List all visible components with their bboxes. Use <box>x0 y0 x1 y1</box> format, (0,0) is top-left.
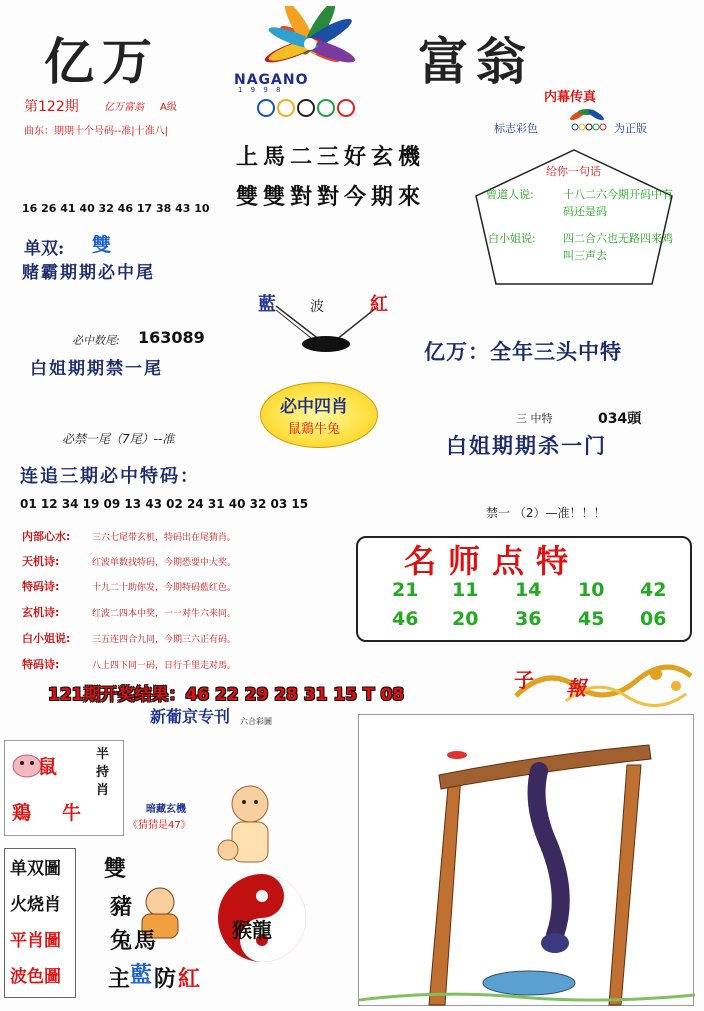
logo-text: NAGANO <box>234 72 309 88</box>
poem-text: 三六七尾带玄机，特码出在尾猜肖。 <box>92 533 237 543</box>
logo-year: 1 9 9 8 <box>238 86 284 94</box>
master-number: 42 <box>640 579 667 601</box>
poem-label: 玄机诗: <box>22 606 60 619</box>
fax-right: 为正版 <box>614 122 647 135</box>
master-number: 10 <box>578 579 605 601</box>
fax-mini-logo-icon <box>562 106 612 132</box>
chase-title: 连追三期必中特码： <box>20 466 200 487</box>
three-head-label: 三 中特 <box>516 412 553 425</box>
zodiac-shu: 鼠 <box>38 756 58 778</box>
annual-text: 亿万：全年三头中特 <box>424 339 622 364</box>
poem-row <box>22 553 236 569</box>
grid-tu-ma: 兔馬 <box>110 928 159 954</box>
couplet-line2: 雙雙對對今期來 <box>236 184 426 210</box>
zodiac-zi: 子 <box>514 668 534 692</box>
ban-door: 禁一 （2）—准！！！ <box>486 506 606 520</box>
poem-label: 内部心水: <box>22 530 71 543</box>
fax-title: 内幕传真 <box>544 90 597 105</box>
zodiac-niu: 牛 <box>62 802 82 824</box>
zeng-label: 曾道人说: <box>486 188 534 201</box>
poem-text: 十九二十助你发，今期特码藍红色。 <box>92 583 237 593</box>
must-tail-label: 必中数尾: <box>72 334 120 347</box>
master-number: 06 <box>640 608 667 630</box>
poem-row <box>22 528 236 544</box>
issue-number: 第122期 <box>24 99 79 115</box>
poem-label: 天机诗: <box>22 555 60 568</box>
grid-label: 波色圖 <box>10 967 61 987</box>
master-title: 名师点特 <box>404 542 581 580</box>
zeng-text: 十八二六今期开码中有码还是码 <box>563 188 673 218</box>
issue-grade: A级 <box>160 102 177 113</box>
cartoon-child-icon <box>210 780 290 874</box>
grid-fang: 防 <box>154 966 177 992</box>
zodiac-report-banner <box>506 656 696 708</box>
poem-label: 白小姐说: <box>22 632 71 645</box>
poem-text: 八上四下同一码，日行千里走对馬。 <box>92 661 237 671</box>
gallows-cartoon-panel <box>358 714 694 1006</box>
master-number: 36 <box>515 608 542 630</box>
couplet-line1: 上馬二三好玄機 <box>236 144 426 170</box>
poem-label: 特码诗: <box>22 658 60 671</box>
wave-red: 紅 <box>370 294 388 315</box>
master-number: 14 <box>515 579 542 601</box>
zodiac-bao: 報 <box>566 676 586 700</box>
master-number: 46 <box>392 608 419 630</box>
poem-text: 红波二四本中奖，一一对牛六来同。 <box>92 609 237 619</box>
jiang-text: 暗藏玄機 <box>146 804 186 815</box>
guess-text: 《猜猜是47》 <box>128 820 191 831</box>
hanging-monkey-icon <box>359 715 695 1007</box>
grid-lan: 藍 <box>130 962 153 988</box>
zodiac-ji: 鶏 <box>12 802 32 824</box>
issue-brand: 亿万富翁 <box>104 102 144 113</box>
three-head-sub: 白姐期期杀一门 <box>446 433 607 458</box>
special-brand: 新葡京专刊 <box>150 707 231 726</box>
issue-note: 曲东：期期十个号码--准|十准八| <box>24 126 168 137</box>
result-banner: 121期开奖结果：46 22 29 28 31 15 T 08 <box>48 685 405 705</box>
chase-numbers: 01 12 34 19 09 13 43 02 24 31 40 32 03 15 <box>20 497 309 511</box>
master-number: 11 <box>452 579 479 601</box>
olympic-rings-icon <box>250 98 370 126</box>
must-tail-value: 163089 <box>138 328 205 347</box>
grid-label: 平肖圖 <box>10 931 61 951</box>
grid-zhu-label: 主 <box>108 966 131 992</box>
fax-left: 标志彩色 <box>494 122 538 135</box>
bai-text: 四二合六也无路四来鸡叫三声去 <box>563 232 673 262</box>
numbers-row1: 16 26 41 40 32 46 17 38 43 10 <box>22 202 210 215</box>
side-text: 半持肖 <box>96 747 110 798</box>
poem-row <box>22 604 236 620</box>
poem-row <box>22 656 236 672</box>
must-tail-sub: 白姐期期禁一尾 <box>30 359 163 379</box>
special-sub: 六合彩圖 <box>240 717 272 726</box>
poem-text: 红波单数找特码，今期恐要中大奖。 <box>92 558 237 568</box>
nagano-logo <box>210 6 410 96</box>
poem-row <box>22 630 236 646</box>
grid-label: 火烧肖 <box>10 895 61 915</box>
grid-zhu: 豬 <box>110 894 133 920</box>
fax-heading: 给你一句话 <box>546 165 601 178</box>
grid-label: 单双圖 <box>10 859 61 879</box>
single-double-value: 雙 <box>92 234 112 256</box>
title-right: 富翁 <box>418 32 534 91</box>
three-head-value: 034頭 <box>598 411 642 427</box>
dragon-ornament-icon <box>506 656 696 708</box>
title-left: 亿万 <box>44 32 160 91</box>
wave-blue: 藍 <box>258 294 276 315</box>
four-zodiac-title: 必中四肖 <box>280 397 348 417</box>
wave-mid: 波 <box>310 299 324 315</box>
four-zodiac-value: 鼠鶏牛兔 <box>288 422 341 437</box>
poem-text: 三五连四合九同，今期三六正有码。 <box>92 635 237 645</box>
master-number: 21 <box>392 579 419 601</box>
poem-row <box>22 578 236 594</box>
master-number: 20 <box>452 608 479 630</box>
grid-hou-long: 猴龍 <box>232 918 272 942</box>
single-double-sub: 赌霸期期必中尾 <box>22 263 155 283</box>
grid-shuang: 雙 <box>104 856 127 882</box>
bai-label: 白小姐说: <box>488 232 536 245</box>
grid-hong: 紅 <box>178 966 201 992</box>
ban-tail: 必禁一尾（7尾）--准 <box>62 432 175 446</box>
master-number: 45 <box>578 608 605 630</box>
poem-label: 特码诗: <box>22 580 60 593</box>
single-double-label: 单双: <box>24 239 65 259</box>
